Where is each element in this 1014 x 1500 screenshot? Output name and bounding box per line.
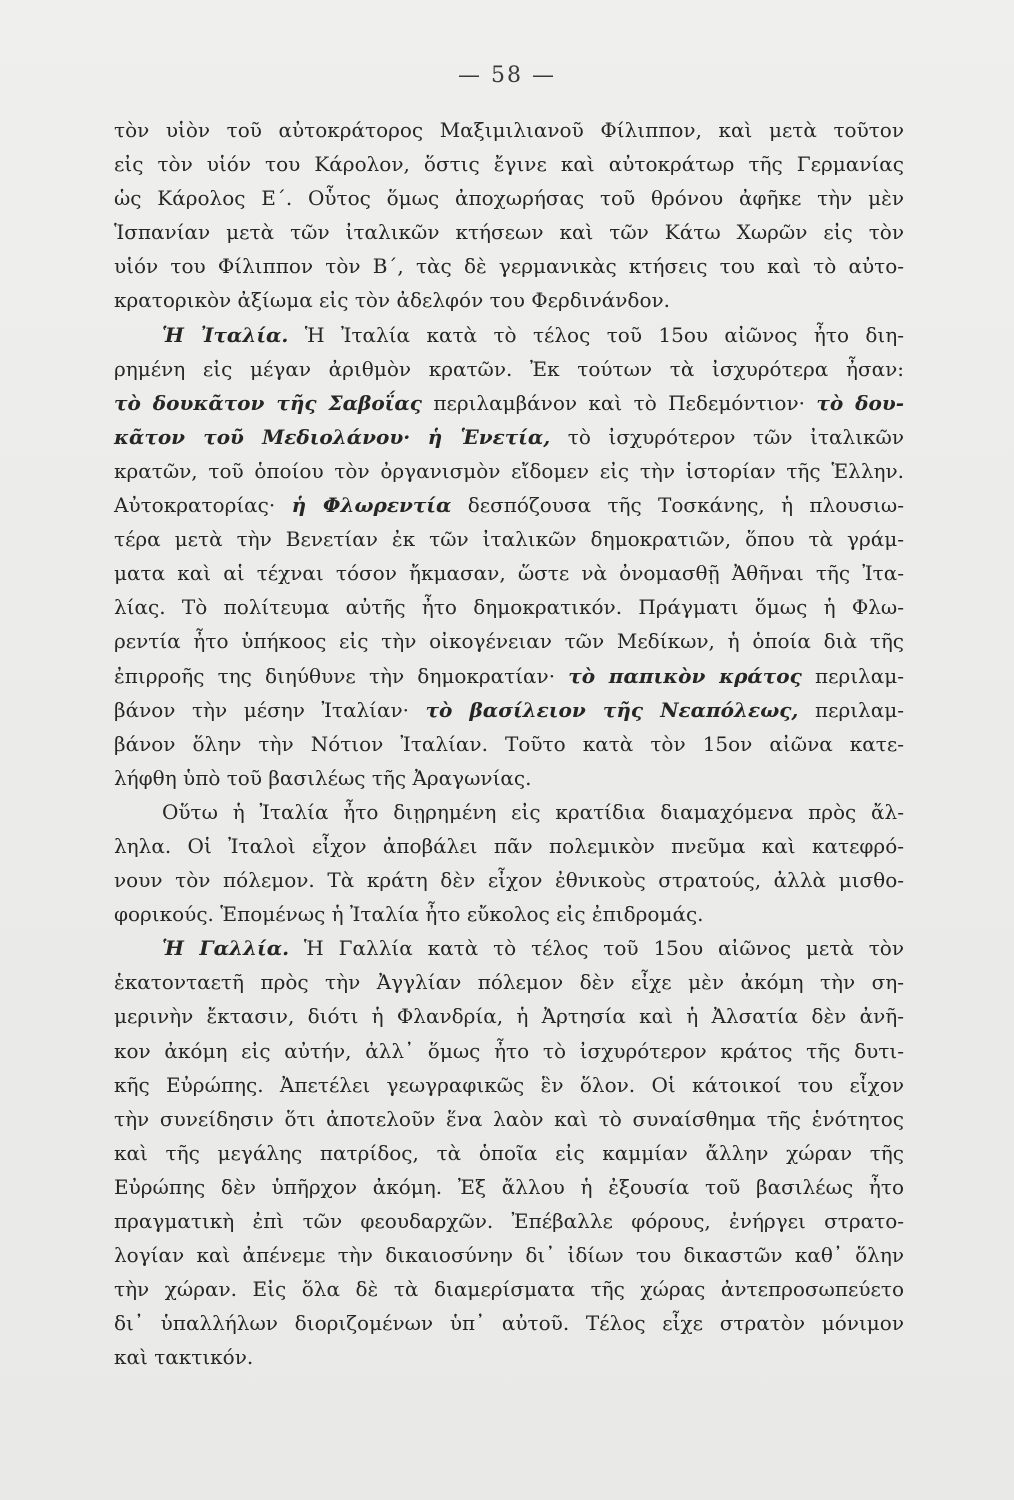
- emphasis-florence: ἡ Φλωρεντία: [291, 493, 452, 518]
- text-line: πραγματικὴ ἐπὶ τῶν φεουδαρχῶν. Ἐπέβαλλε φόρους, ἐνήργει στρατο-: [114, 1209, 904, 1233]
- section-heading-france: Ἡ Γαλλία.: [162, 936, 290, 961]
- text-line: λογίαν καὶ ἀπένεμε τὴν δικαιοσύνην δι᾿ ἰδίων του δικαστῶν καθ᾿ ὅλην: [114, 1243, 904, 1268]
- text-line: τὸ δουκᾶτον τῆς Σαβοΐας περιλαμβάνον καὶ τὸ Πεδεμόντιον· τὸ δου-: [114, 390, 904, 415]
- text-line: καὶ τῆς μεγάλης πατρίδος, τὰ ὁποῖα εἰς καμμίαν ἄλλην χώραν τῆς: [114, 1140, 904, 1165]
- text-line: ὡς Κάρολος Ε΄. Οὗτος ὅμως ἀποχωρήσας τοῦ θρόνου ἀφῆκε τὴν μὲν: [114, 186, 904, 211]
- text-line: ληλα. Οἱ Ἰταλοὶ εἶχον ἀποβάλει πᾶν πολεμικὸν πνεῦμα καὶ κατεφρό-: [114, 833, 904, 858]
- text-line: Εὐρώπης δὲν ὑπῆρχον ἀκόμη. Ἐξ ἄλλου ἡ ἐξουσία τοῦ βασιλέως ἦτο: [114, 1174, 904, 1199]
- text-line: ἑκατονταετῆ πρὸς τὴν Ἀγγλίαν πόλεμον δὲν εἶχε μὲν ἀκόμη τὴν ση-: [114, 970, 904, 995]
- emphasis-milan: τὸ δου-: [816, 390, 904, 415]
- text-line: τὴν συνείδησιν ὅτι ἀποτελοῦν ἕνα λαὸν καὶ τὸ συναίσθημα τῆς ἑνότητος: [114, 1106, 904, 1131]
- emphasis-venice: ἡ Ἑνετία,: [427, 424, 551, 449]
- text-line: φορικούς. Ἑπομένως ἡ Ἰταλία ἦτο εὔκολος εἰς ἐπιδρομάς.: [114, 902, 704, 927]
- text-line: λίας. Τὸ πολίτευμα αὐτῆς ἦτο δημοκρατικόν. Πράγματι ὅμως ἡ Φλω-: [114, 595, 904, 620]
- text-line: τὸν υἱὸν τοῦ αὐτοκράτορος Μαξιμιλιανοῦ Φίλιππον, καὶ μετὰ τοῦτον: [114, 118, 904, 142]
- text-line: Ἡ Ἰταλία. Ἡ Ἰταλία κατὰ τὸ τέλος τοῦ 15ου αἰῶνος ἦτο διη-: [162, 322, 905, 347]
- text-line: δι᾿ ὑπαλλήλων διοριζομένων ὑπ᾿ αὐτοῦ. Τέλος εἶχε στρατὸν μόνιμον: [114, 1311, 904, 1336]
- text-line: ἐπιρροῆς της διηύθυνε τὴν δημοκρατίαν· τὸ παπικὸν κράτος περιλαμ-: [114, 663, 904, 688]
- text-line: Ἡ Γαλλία. Ἡ Γαλλία κατὰ τὸ τέλος τοῦ 15ου αἰῶνος μετὰ τὸν: [162, 936, 905, 961]
- text-line: κῆς Εὐρώπης. Ἀπετέλει γεωγραφικῶς ἓν ὅλον. Οἱ κάτοικοί του εἶχον: [114, 1072, 904, 1097]
- section-heading-italy: Ἡ Ἰταλία.: [162, 322, 289, 347]
- emphasis-naples: τὸ βασίλειον τῆς Νεαπόλεως,: [425, 697, 799, 722]
- emphasis-milan-cont: κᾶτον τοῦ Μεδιολάνου·: [114, 424, 411, 449]
- text-line: βάνον τὴν μέσην Ἰταλίαν· τὸ βασίλειον τῆς Νεαπόλεως, περιλαμ-: [114, 697, 904, 722]
- text-line: Αὐτοκρατορίας· ἡ Φλωρεντία δεσπόζουσα τῆς Τοσκάνης, ἡ πλουσιω-: [114, 493, 904, 518]
- emphasis-papal-state: τὸ παπικὸν κράτος: [568, 663, 802, 688]
- text-line: βάνον ὅλην τὴν Νότιον Ἰταλίαν. Τοῦτο κατὰ τὸν 15ον αἰῶνα κατε-: [114, 731, 904, 756]
- text-line: νουν τὸν πόλεμον. Τὰ κράτη δὲν εἶχον ἐθνικοὺς στρατούς, ἀλλὰ μισθο-: [114, 868, 904, 893]
- text-line: κον ἀκόμη εἰς αὐτήν, ἀλλ᾿ ὅμως ἦτο τὸ ἰσχυρότερον κράτος τῆς δυτι-: [114, 1038, 904, 1063]
- body-text: [114, 113, 904, 1374]
- text-line: υἱόν του Φίλιππον τὸν Β΄, τὰς δὲ γερμανικὰς κτήσεις του καὶ τὸ αὐτο-: [114, 254, 904, 279]
- text-line: ρεντία ἦτο ὑπήκοος εἰς τὴν οἰκογένειαν τῶν Μεδίκων, ἡ ὁποία διὰ τῆς: [114, 629, 904, 654]
- emphasis-savoy: τὸ δουκᾶτον τῆς Σαβοΐας: [114, 390, 422, 415]
- text-line: Οὕτω ἡ Ἰταλία ἦτο διῃρημένη εἰς κρατίδια διαμαχόμενα πρὸς ἄλ-: [162, 799, 904, 824]
- text-line: ρημένη εἰς μέγαν ἀριθμὸν κρατῶν. Ἐκ τούτων τὰ ἰσχυρότερα ἦσαν:: [114, 356, 904, 381]
- text-line: λήφθη ὑπὸ τοῦ βασιλέως τῆς Ἀραγωνίας.: [114, 765, 532, 790]
- text-line: μερινὴν ἔκτασιν, διότι ἡ Φλανδρία, ἡ Ἀρτησία καὶ ἡ Ἀλσατία δὲν ἀνῆ-: [114, 1004, 904, 1029]
- text-line: ματα καὶ αἱ τέχναι τόσον ἤκμασαν, ὥστε νὰ ὀνομασθῇ Ἀθῆναι τῆς Ἰτα-: [114, 561, 904, 586]
- text-line: τέρα μετὰ τὴν Βενετίαν ἐκ τῶν ἰταλικῶν δημοκρατιῶν, ὅπου τὰ γράμ-: [114, 527, 904, 552]
- text-line: κᾶτον τοῦ Μεδιολάνου· ἡ Ἑνετία, τὸ ἰσχυρότερον τῶν ἰταλικῶν: [114, 424, 905, 449]
- text-line: καὶ τακτικόν.: [114, 1345, 254, 1370]
- text-line: Ἱσπανίαν μετὰ τῶν ἰταλικῶν κτήσεων καὶ τῶν Κάτω Χωρῶν εἰς τὸν: [114, 220, 904, 245]
- text-line: κρατορικὸν ἀξίωμα εἰς τὸν ἀδελφόν του Φερδινάνδον.: [114, 288, 671, 313]
- text-line: εἰς τὸν υἱόν του Κάρολον, ὅστις ἔγινε καὶ αὐτοκράτωρ τῆς Γερμανίας: [114, 152, 904, 177]
- text-line: τὴν χώραν. Εἰς ὅλα δὲ τὰ διαμερίσματα τῆς χώρας ἀντεπροσωπεύετο: [114, 1277, 904, 1302]
- page-number: — 58 —: [458, 63, 556, 88]
- text-line: κρατῶν, τοῦ ὁποίου τὸν ὀργανισμὸν εἴδομεν εἰς τὴν ἱστορίαν τῆς Ἑλλην.: [114, 458, 904, 483]
